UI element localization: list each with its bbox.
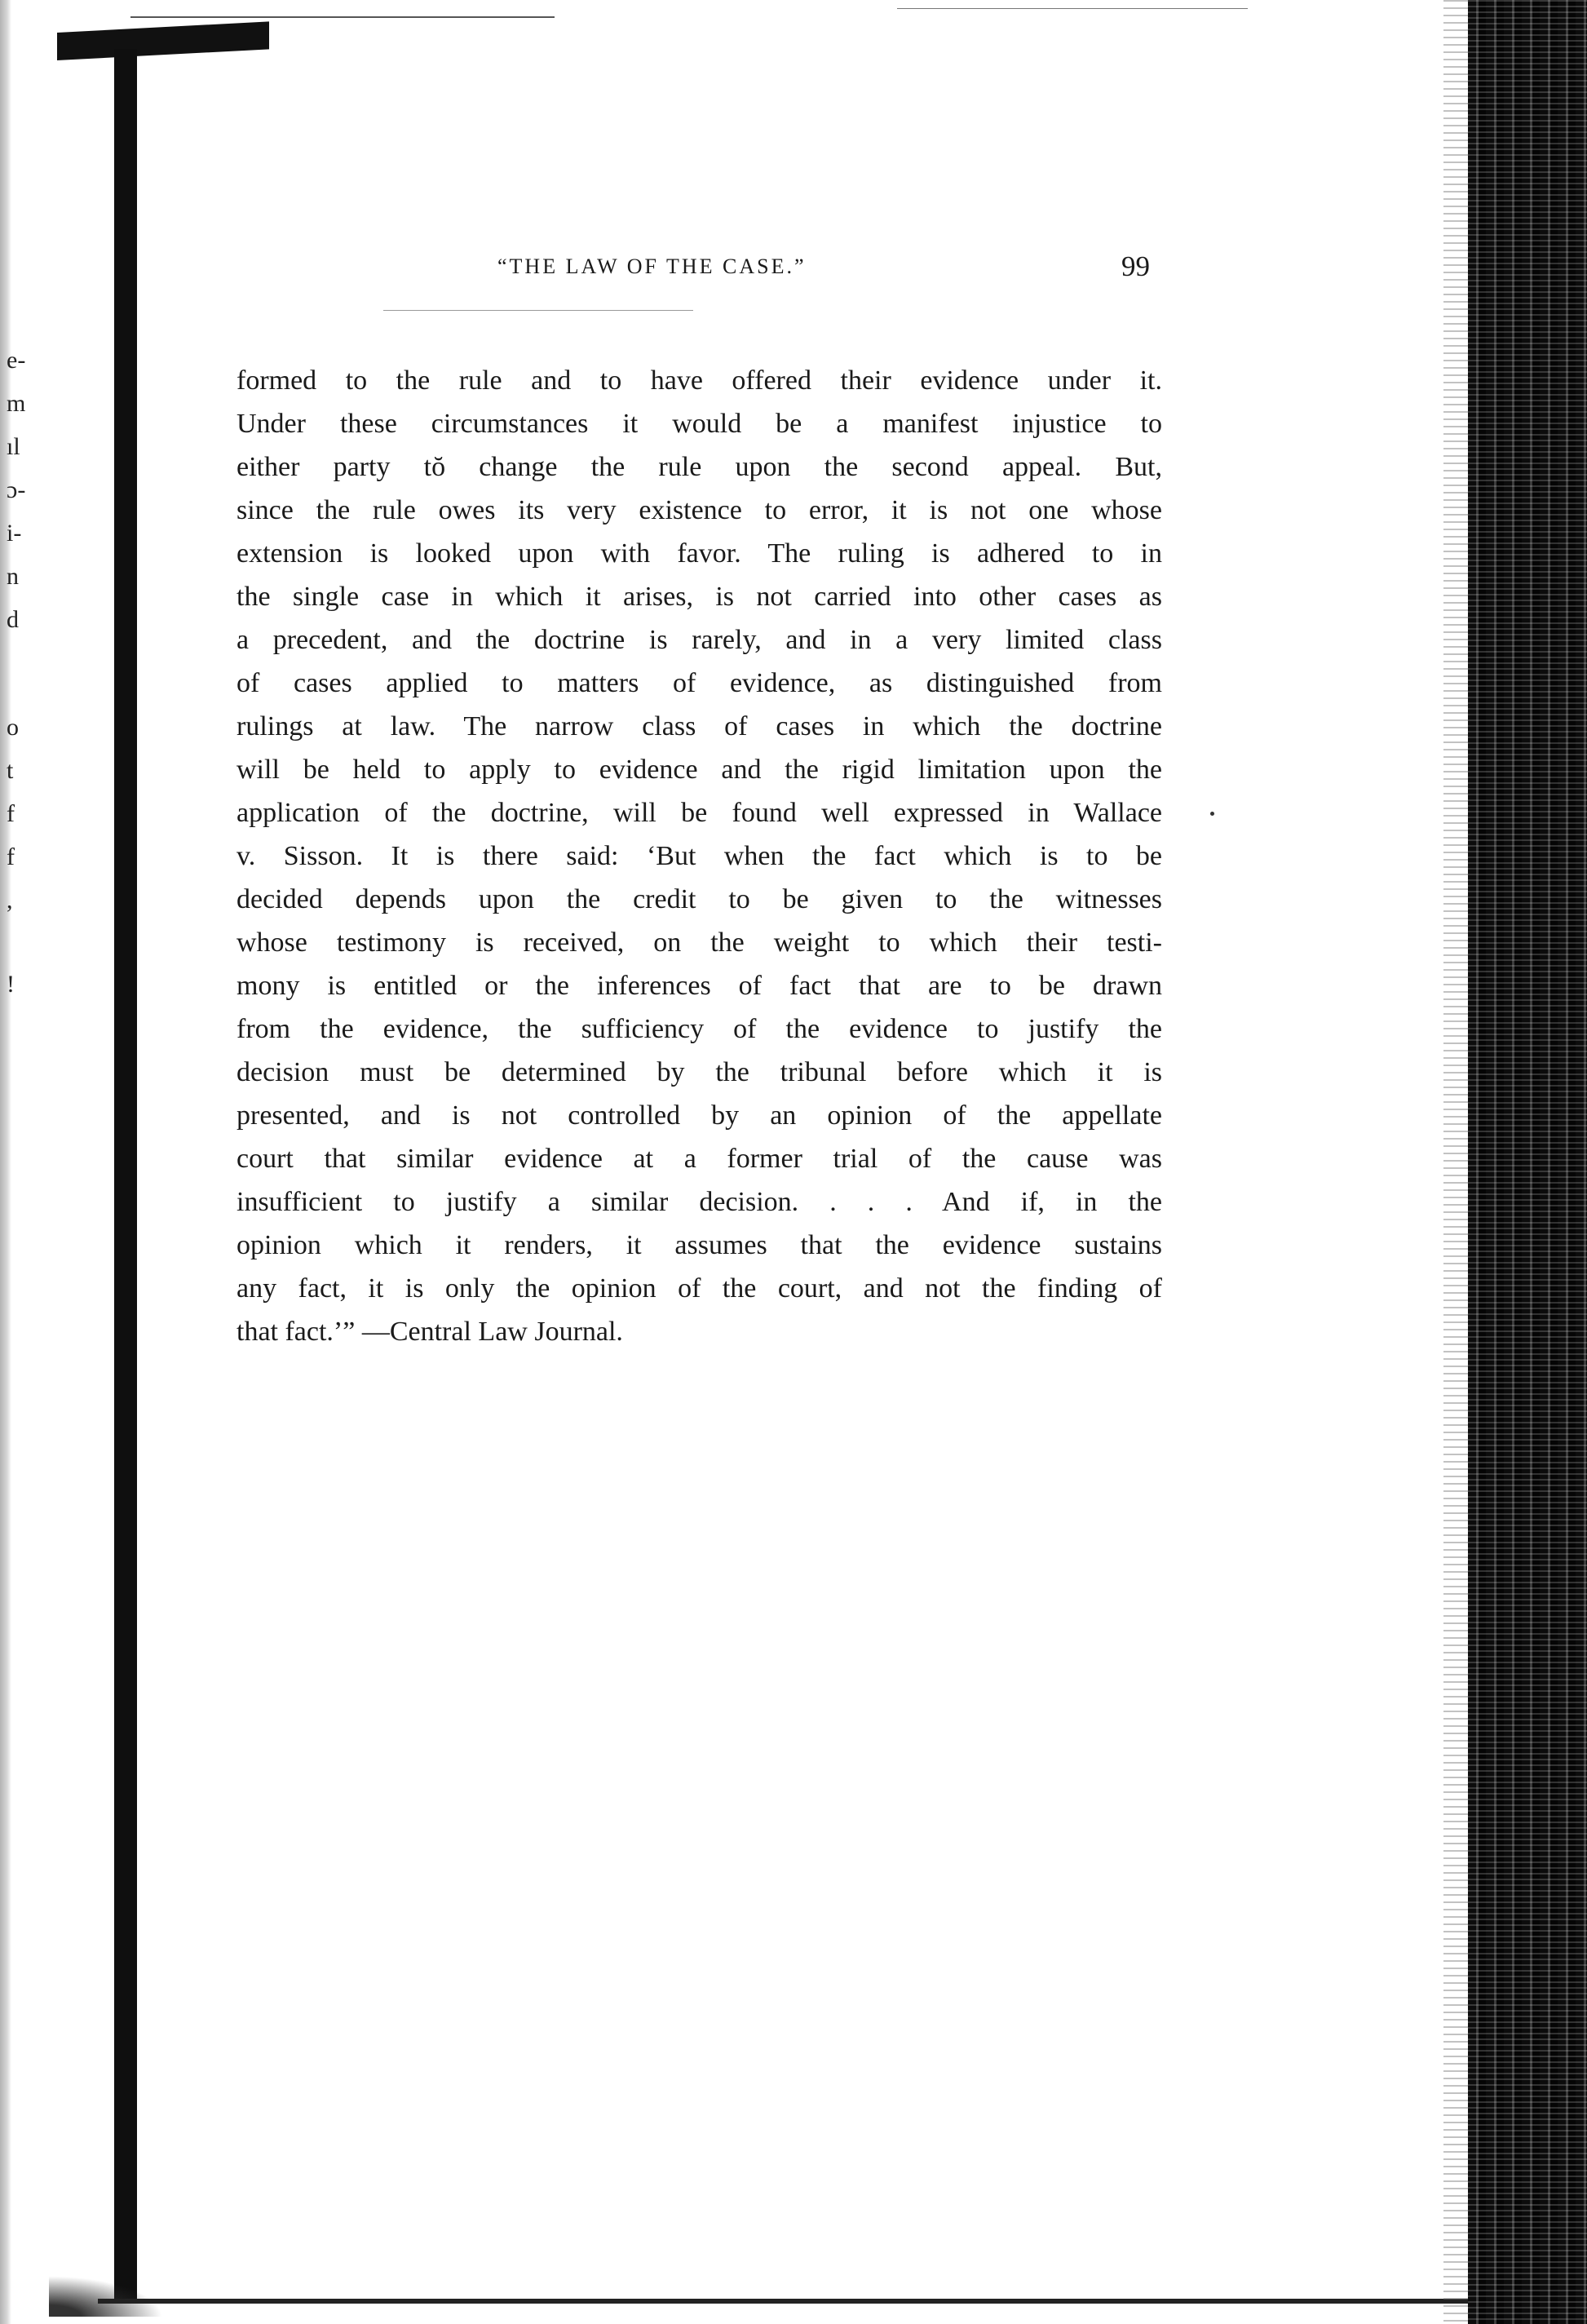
text-line: any fact, it is only the opinion of the court, and not the finding of: [237, 1273, 1162, 1304]
scan-left-binding-bar: [114, 49, 137, 2300]
margin-fragment: f: [7, 800, 15, 827]
text-line: the single case in which it arises, is not carried into other cases as: [237, 582, 1162, 612]
header-rule: [383, 310, 693, 311]
margin-fragment: ,: [7, 887, 13, 914]
body-text: [237, 359, 1162, 1353]
margin-fragment: i-: [7, 520, 22, 547]
text-line: mony is entitled or the inferences of fact that are to be drawn: [237, 971, 1162, 1001]
text-line: extension is looked upon with favor. The ruling is adhered to in: [237, 538, 1162, 569]
margin-fragment: f: [7, 843, 15, 870]
text-line: formed to the rule and to have offered their evidence under it.: [237, 365, 1162, 396]
scan-bottom-corner-shadow: [49, 2276, 163, 2317]
text-line-last: that fact.’” —Central Law Journal.: [237, 1317, 623, 1347]
margin-fragment: n: [7, 563, 19, 590]
text-line: application of the doctrine, will be found well expressed in Wallace: [237, 798, 1162, 828]
text-line: Under these circumstances it would be a manifest injustice to: [237, 409, 1162, 439]
text-line: decided depends upon the credit to be given to the witnesses: [237, 884, 1162, 914]
margin-fragment: d: [7, 606, 19, 633]
margin-fragment: m: [7, 390, 26, 417]
margin-fragment: !: [7, 971, 15, 998]
text-line: whose testimony is received, on the weight to which their testi-: [237, 927, 1162, 958]
text-line: will be held to apply to evidence and the rigid limitation upon the: [237, 755, 1162, 785]
margin-fragment: t: [7, 757, 14, 784]
text-line: insufficient to justify a similar decision. . . . And if, in the: [237, 1187, 1162, 1217]
text-line: of cases applied to matters of evidence, as distinguished from: [237, 668, 1162, 698]
page-number: 99: [1121, 250, 1150, 282]
text-line: v. Sisson. It is there said: ‘But when the fact which is to be: [237, 841, 1162, 871]
scan-left-corner-shadow: [57, 21, 269, 60]
text-line: since the rule owes its very existence to error, it is not one whose: [237, 495, 1162, 525]
text-line: from the evidence, the sufficiency of the evidence to justify the: [237, 1014, 1162, 1044]
text-line: either party tŏ change the rule upon the second appeal. But,: [237, 452, 1162, 482]
margin-fragment: e-: [7, 347, 26, 374]
margin-fragment: ıl: [7, 433, 20, 460]
text-line: decision must be determined by the tribunal before which it is: [237, 1057, 1162, 1087]
text-line: a precedent, and the doctrine is rarely, and in a very limited class: [237, 625, 1162, 655]
text-line: presented, and is not controlled by an opinion of the appellate: [237, 1100, 1162, 1131]
margin-fragment: o: [7, 714, 19, 741]
scan-right-page-edges: [1468, 0, 1587, 2324]
scan-speck: [1210, 812, 1214, 816]
text-line: opinion which it renders, it assumes that the evidence sustains: [237, 1230, 1162, 1260]
scan-bottom-rule: [98, 2299, 1484, 2304]
margin-fragment: ɔ-: [7, 476, 26, 503]
scan-top-right-rule: [897, 8, 1248, 9]
text-line: court that similar evidence at a former trial of the cause was: [237, 1144, 1162, 1174]
scan-top-rule: [130, 16, 555, 18]
running-head: “THE LAW OF THE CASE.”: [497, 255, 807, 278]
text-line: rulings at law. The narrow class of cases in which the doctrine: [237, 711, 1162, 741]
